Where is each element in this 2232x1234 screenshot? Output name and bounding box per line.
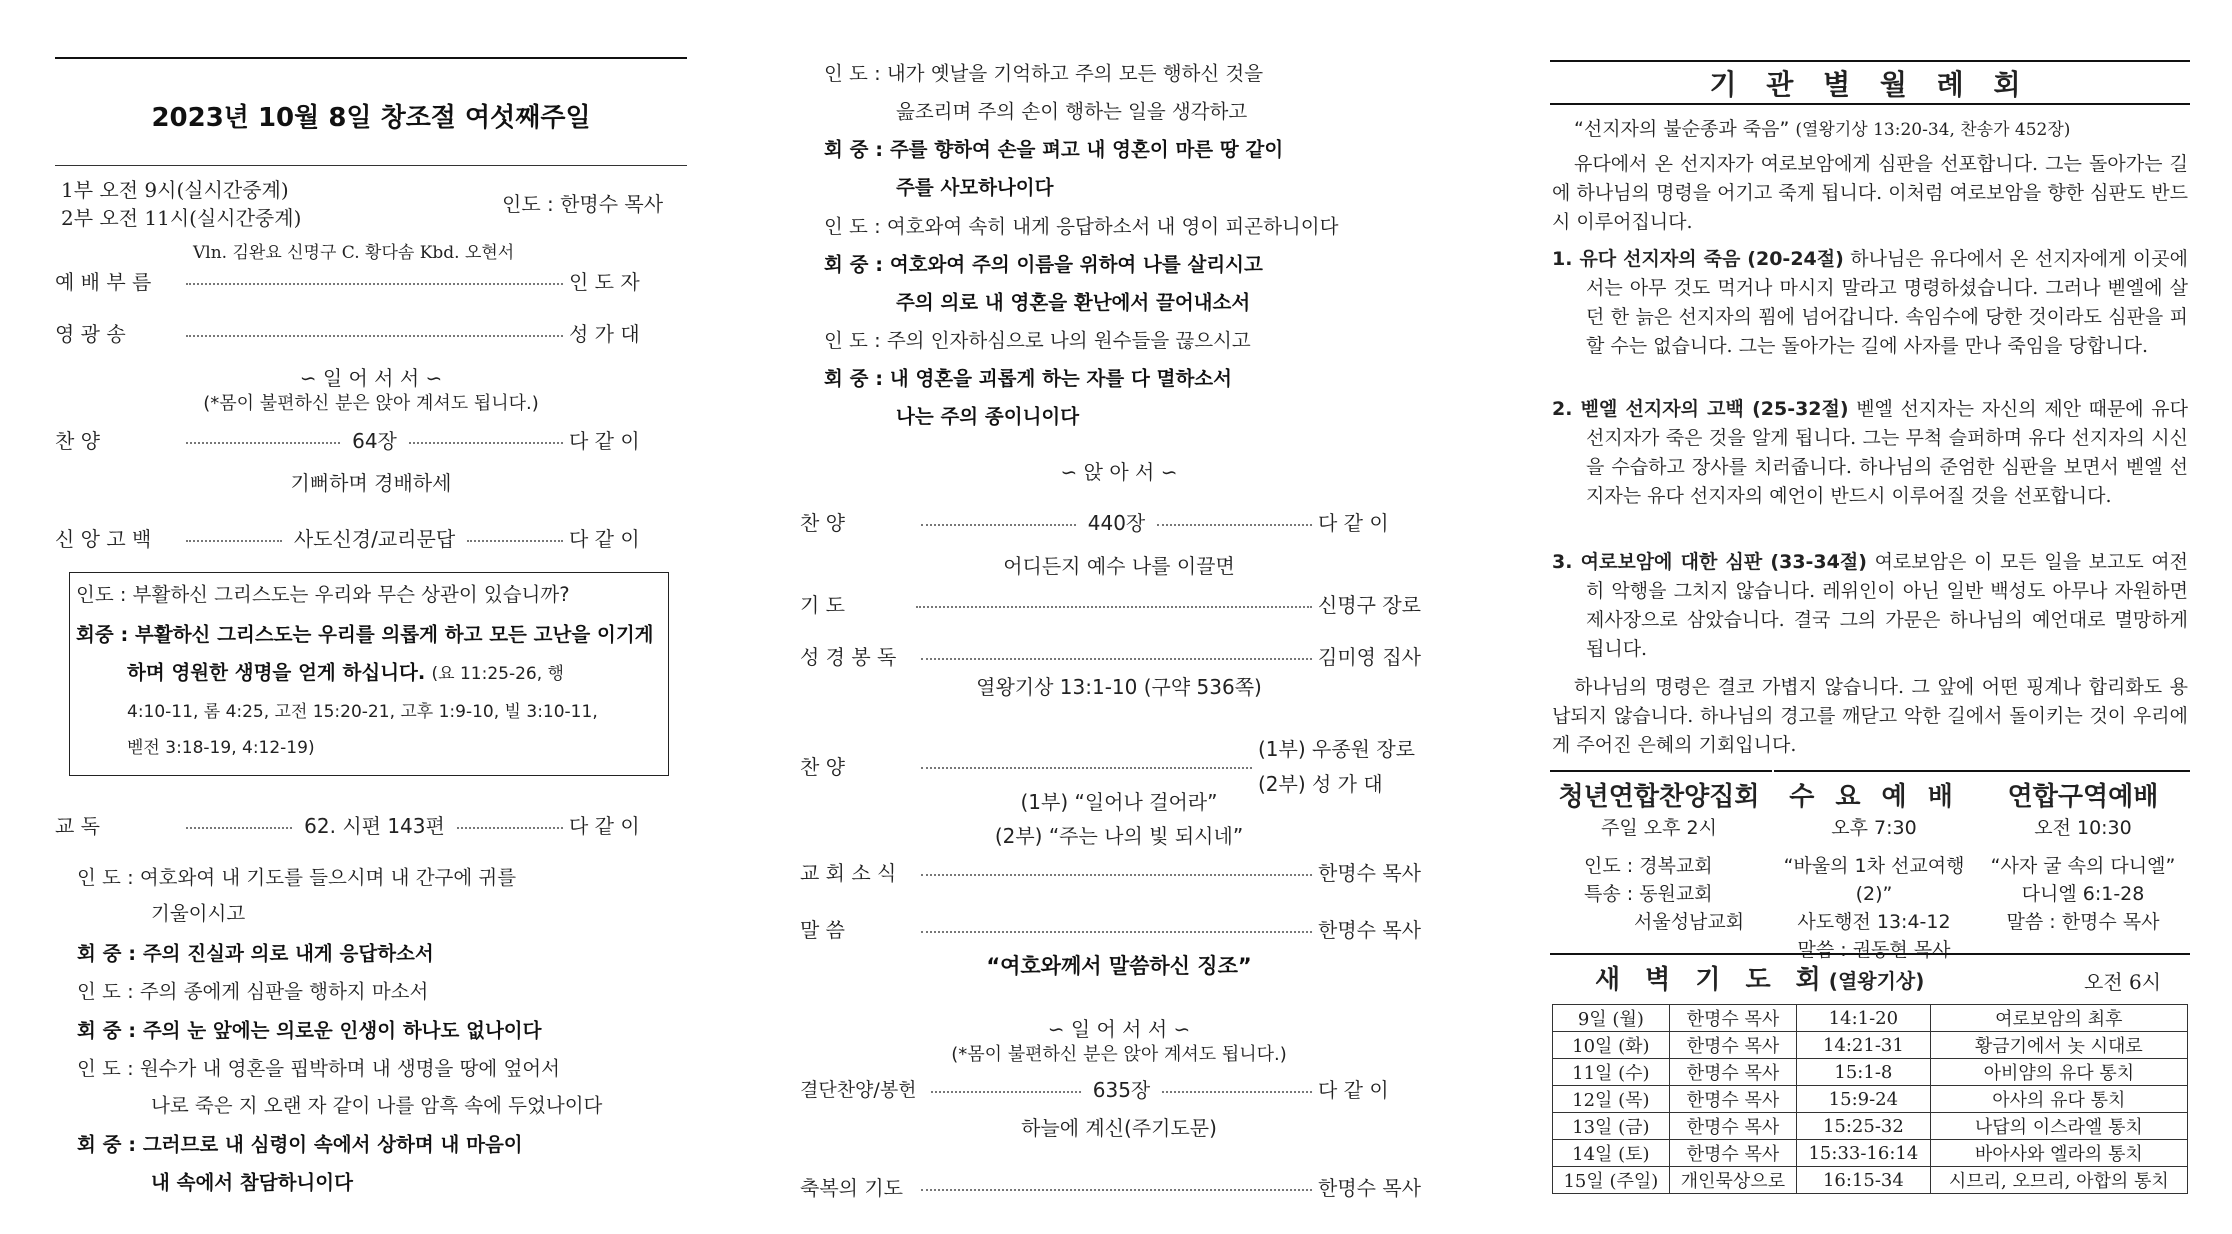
- item-person: 성 가 대: [569, 322, 640, 346]
- prayer-row: [800, 589, 1438, 618]
- schedule-passage: 14:1-20: [1797, 1005, 1931, 1032]
- event-line: 인도 : 경복교회: [1584, 855, 1713, 877]
- top-rule: [55, 57, 687, 59]
- schedule-leader: 한명수 목사: [1669, 1086, 1796, 1113]
- item-person: 한명수 목사: [1318, 1176, 1421, 1200]
- event-line: 특송 : 동원교회: [1584, 883, 1713, 905]
- schedule-topic: 나답의 이스라엘 통치: [1930, 1113, 2187, 1140]
- study-conclusion: 하나님의 명령은 결코 가볍지 않습니다. 그 앞에 어떤 핑계나 합리화도 용납되지 않습니다. 하나님의 경고를 깨닫고 악한 길에서 돌이키는 것이 우리에게 주어진 은혜의 기회입니다.: [1552, 676, 2188, 756]
- item-label: 결단찬양/봉헌: [800, 1079, 917, 1101]
- schedule-passage: 15:25-32: [1797, 1113, 1931, 1140]
- event-heading: 청년연합찬양집회: [1558, 782, 1760, 812]
- scripture-reference: 열왕기상 13:1-10 (구약 536쪽): [976, 675, 1262, 699]
- study-title: “선지자의 불순종과 죽음”: [1574, 118, 1790, 140]
- event-time: 오전 10:30: [2034, 817, 2132, 839]
- leader-dots: [921, 874, 1312, 876]
- schedule-date: 13일 (금): [1553, 1113, 1670, 1140]
- table-row: [1553, 1059, 2188, 1086]
- study-point-1: [1552, 245, 2188, 361]
- announcements-row: [800, 857, 1438, 886]
- benediction-row: [800, 1172, 1438, 1201]
- anthem-performer-1: (1부) 우종원 장로: [1258, 737, 1415, 761]
- schedule-passage: 14:21-31: [1797, 1032, 1931, 1059]
- leader-dots: [921, 1189, 1312, 1191]
- reading-leader-line: 기울이시고: [151, 902, 246, 925]
- schedule-topic: 바아사와 엘라의 통치: [1930, 1140, 2187, 1167]
- schedule-date: 9일 (월): [1553, 1005, 1670, 1032]
- item-person: 한명수 목사: [1318, 918, 1421, 942]
- reading-congregation-line: 나는 주의 종이니이다: [896, 405, 1080, 428]
- heading-rule-bottom: [1550, 103, 2190, 105]
- schedule-topic: 아비얌의 유다 통치: [1930, 1059, 2187, 1086]
- leader-dots: [931, 1091, 1081, 1093]
- event-line: 말씀 : 권동현 목사: [1797, 939, 1951, 961]
- hymn-row: [55, 425, 687, 454]
- leader-dots: [186, 827, 292, 829]
- leader-dots: [457, 827, 563, 829]
- event-line: 서울성남교회: [1634, 911, 1745, 933]
- schedule-passage: 15:1-8: [1797, 1059, 1931, 1086]
- leader-dots: [186, 540, 282, 542]
- reading-congregation-line: 회 중 : 여호와여 주의 이름을 위하여 나를 살리시고: [824, 253, 1263, 276]
- reading-congregation-line: 내 속에서 참담하니이다: [151, 1171, 353, 1194]
- leader-dots: [186, 283, 563, 285]
- event-time: 오후 7:30: [1831, 817, 1917, 839]
- youth-concert-box: [1550, 770, 1768, 935]
- reading-congregation-line: 회 중 : 내 영혼을 괴롭게 하는 자를 다 멸하소서: [824, 367, 1232, 390]
- schedule-date: 14일 (토): [1553, 1140, 1670, 1167]
- leader-dots: [921, 767, 1252, 769]
- catechism-ref-1: (요 11:25-26, 행: [431, 664, 564, 684]
- offering-hymn-title: 하늘에 계신(주기도문): [1021, 1116, 1217, 1140]
- dawn-prayer-time: 오전 6시: [2084, 970, 2162, 994]
- leader-dots: [916, 606, 1312, 608]
- creed-row: [55, 523, 687, 552]
- responsive-reading-row: [55, 810, 687, 839]
- table-row: [1553, 1032, 2188, 1059]
- monthly-meeting-heading: 기 관 별 월 례 회: [1709, 68, 2031, 101]
- leader: 인도 : 한명수 목사: [502, 192, 664, 216]
- hymn-title: 어디든지 예수 나를 이끌면: [1003, 554, 1235, 578]
- study-point-3: [1552, 548, 2188, 664]
- reading-congregation-line: 주의 의로 내 영혼을 환난에서 끌어내소서: [896, 291, 1251, 314]
- catechism-answer-2: 하며 영원한 생명을 얻게 하십니다.: [127, 661, 426, 684]
- dawn-book: (열왕기상): [1828, 969, 1925, 993]
- bulletin-title: 2023년 10월 8일 창조절 여섯째주일: [151, 103, 591, 133]
- study-reference: (열왕기상 13:20-34, 찬송가 452장): [1795, 120, 2071, 140]
- leader-dots: [921, 931, 1312, 933]
- event-line: 말씀 : 한명수 목사: [2006, 911, 2160, 933]
- service-time-1: 1부 오전 9시(실시간중계): [61, 178, 289, 202]
- item-label: 교 독: [55, 814, 100, 838]
- catechism-box: [69, 572, 669, 776]
- schedule-topic: 황금기에서 놋 시대로: [1930, 1032, 2187, 1059]
- schedule-date: 10일 (화): [1553, 1032, 1670, 1059]
- point-body: 하나님은 유다에서 온 선지자에게 이곳에서는 아무 것도 먹거나 마시지 말라고 명령하셨습니다. 그러나 벧엘에 살던 한 늙은 선지자의 꾐에 넘어갑니다. 속임수에 당한 것이라도 심판을 피할 수는 없습니다. 그는 돌아가는 길에 사자를 만나 죽임을 당합니다.: [1586, 248, 2188, 357]
- catechism-answer-1: 회중 : 부활하신 그리스도는 우리를 의롭게 하고 모든 고난을 이기게: [76, 623, 654, 646]
- schedule-leader: 한명수 목사: [1669, 1140, 1796, 1167]
- sermon-row: [800, 914, 1438, 943]
- offering-row: [800, 1074, 1438, 1103]
- schedule-leader: 한명수 목사: [1669, 1005, 1796, 1032]
- table-row: [1553, 1140, 2188, 1167]
- anthem-title-2: (2부) “주는 나의 빛 되시네”: [994, 824, 1244, 848]
- sit-instruction: ∽ 앉 아 서 ∽: [1060, 460, 1178, 484]
- stand-instruction: ∽ 일 어 서 서 ∽: [1047, 1017, 1191, 1041]
- dawn-heading-text: 새 벽 기 도 회: [1595, 965, 1829, 995]
- leader-dots: [467, 540, 563, 542]
- reading-leader-line: 인 도 : 주의 인자하심으로 나의 원수들을 끊으시고: [824, 329, 1251, 352]
- table-row: [1553, 1167, 2188, 1194]
- catechism-ref-3: 벧전 3:18-19, 4:12-19): [127, 738, 315, 758]
- item-person: 인 도 자: [569, 270, 640, 294]
- musicians: Vln. 김완요 신명구 C. 황다솜 Kbd. 오현서: [193, 243, 515, 263]
- catechism-question: 인도 : 부활하신 그리스도는 우리와 무슨 상관이 있습니까?: [76, 583, 570, 606]
- study-intro: 유다에서 온 선지자가 여로보암에게 심판을 선포합니다. 그는 돌아가는 길에 하나님의 명령을 어기고 죽게 됩니다. 이처럼 여로보암을 향한 심판도 반드시 이루어집니다.: [1552, 153, 2188, 233]
- item-person: 다 같 이: [569, 527, 640, 551]
- table-row: [1553, 1113, 2188, 1140]
- sermon-title: “여호와께서 말씀하신 징조”: [986, 954, 1252, 978]
- item-person: 다 같 이: [1318, 1078, 1389, 1102]
- item-label: 축복의 기도: [800, 1176, 903, 1200]
- item-label: 성 경 봉 독: [800, 645, 897, 669]
- responsive-text: 62. 시편 143편: [304, 814, 445, 838]
- reading-congregation-line: 회 중 : 주를 향하여 손을 펴고 내 영혼이 마른 땅 같이: [824, 138, 1284, 161]
- leader-dots: [409, 442, 563, 444]
- anthem-performer-2: (2부) 성 가 대: [1258, 772, 1383, 796]
- dawn-prayer-schedule: [1552, 1004, 2188, 1194]
- reading-congregation-line: 회 중 : 그러므로 내 심령이 속에서 상하며 내 마음이: [77, 1133, 523, 1156]
- catechism-ref-2: 4:10-11, 롬 4:25, 고전 15:20-21, 고후 1:9-10, 빌 3:10-11,: [127, 702, 598, 722]
- study-title-row: [1574, 114, 2070, 141]
- catechism-answer-2-row: [127, 657, 564, 685]
- schedule-date: 12일 (목): [1553, 1086, 1670, 1113]
- event-heading: 수 요 예 배: [1789, 782, 1959, 812]
- schedule-leader: 한명수 목사: [1669, 1059, 1796, 1086]
- service-time-2: 2부 오전 11시(실시간중계): [61, 206, 302, 230]
- event-line: 다니엘 6:1-28: [2021, 883, 2145, 905]
- item-label: 찬 양: [800, 754, 845, 779]
- schedule-leader: 한명수 목사: [1669, 1113, 1796, 1140]
- stand-note: (*몸이 불편하신 분은 앉아 계셔도 됩니다.): [203, 393, 539, 414]
- schedule-passage: 16:15-34: [1797, 1167, 1931, 1194]
- reading-leader-line: 인 도 : 주의 종에게 심판을 행하지 마소서: [77, 980, 429, 1003]
- leader-dots: [186, 335, 563, 337]
- table-row: [1553, 1005, 2188, 1032]
- item-person: 신명구 장로: [1318, 593, 1421, 617]
- hymn-title: 기뻐하며 경배하세: [290, 471, 452, 495]
- schedule-topic: 아사의 유다 통치: [1930, 1086, 2187, 1113]
- item-label: 예 배 부 름: [55, 270, 152, 294]
- leader-dots: [186, 442, 340, 444]
- anthem-title-1: (1부) “일어나 걸어라”: [1020, 790, 1218, 814]
- item-label: 찬 양: [55, 429, 100, 453]
- reading-leader-line: 인 도 : 여호와여 속히 내게 응답하소서 내 영이 피곤하니이다: [824, 215, 1339, 238]
- scripture-row: [800, 641, 1438, 670]
- event-time: 주일 오후 2시: [1601, 817, 1717, 839]
- item-person: 다 같 이: [569, 814, 640, 838]
- hymn-row: [800, 507, 1438, 536]
- reading-congregation-line: 회 중 : 주의 눈 앞에는 의로운 인생이 하나도 없나이다: [77, 1019, 542, 1042]
- hymn-number: 635장: [1092, 1078, 1151, 1102]
- event-line: 사도행전 13:4-12: [1797, 911, 1951, 933]
- stand-note: (*몸이 불편하신 분은 앉아 계셔도 됩니다.): [951, 1044, 1287, 1065]
- gloria-row: [55, 318, 687, 347]
- study-point-2: [1552, 395, 2188, 511]
- wednesday-service-box: [1772, 770, 1974, 961]
- joint-district-worship-box: [1976, 770, 2190, 935]
- reading-leader-line: 읊조리며 주의 손이 행하는 일을 생각하고: [896, 100, 1248, 123]
- schedule-passage: 15:33-16:14: [1797, 1140, 1931, 1167]
- event-heading: 연합구역예배: [2007, 782, 2159, 812]
- item-person: 다 같 이: [1318, 511, 1389, 535]
- dawn-prayer-heading: [1595, 959, 1924, 996]
- point-body: 벧엘 선지자는 자신의 제안 때문에 유다 선지자가 죽은 것을 알게 됩니다. 그는 무척 슬퍼하며 유다 선지자의 시신을 수습하고 장사를 치러줍니다. 하나님의 준엄한 심판을 보면서 벧엘 선지자는 유다 선지자의 예언이 반드시 이루어질 것을 선포합니다.: [1586, 398, 2188, 507]
- item-label: 찬 양: [800, 511, 845, 535]
- event-line: “바울의 1차 선교여행(2)”: [1783, 855, 1965, 905]
- item-label: 기 도: [800, 593, 845, 617]
- item-label: 교 회 소 식: [800, 861, 897, 885]
- schedule-date: 11일 (수): [1553, 1059, 1670, 1086]
- leader-dots: [921, 658, 1312, 660]
- item-label: 영 광 송: [55, 322, 126, 346]
- dawn-rule-top: [1550, 953, 2190, 955]
- hymn-number: 64장: [352, 429, 397, 453]
- schedule-passage: 15:9-24: [1797, 1086, 1931, 1113]
- item-person: 김미영 집사: [1318, 645, 1421, 669]
- point-body: 여로보암은 이 모든 일을 보고도 여전히 악행을 그치지 않습니다. 레위인이 아닌 일반 백성도 아무나 자원하면 제사장으로 삼았습니다. 결국 그의 가문은 하나님의 예언대로 멸망하게 됩니다.: [1586, 551, 2189, 660]
- hymn-number: 440장: [1087, 511, 1146, 535]
- point-heading: 2. 벧엘 선지자의 고백 (25-32절): [1552, 398, 1849, 420]
- reading-leader-line: 인 도 : 원수가 내 영혼을 핍박하며 내 생명을 땅에 엎어서: [77, 1057, 560, 1080]
- reading-congregation-line: 회 중 : 주의 진실과 의로 내게 응답하소서: [77, 942, 434, 965]
- leader-dots: [1157, 524, 1312, 526]
- item-label: 신 앙 고 백: [55, 527, 152, 551]
- reading-leader-line: 인 도 : 여호와여 내 기도를 들으시며 내 간구에 귀를: [77, 866, 517, 889]
- title-rule: [55, 165, 687, 166]
- reading-leader-line: 나로 죽은 지 오랜 자 같이 나를 암흑 속에 두었나이다: [151, 1094, 603, 1117]
- leader-dots: [921, 524, 1076, 526]
- reading-congregation-line: 주를 사모하나이다: [896, 176, 1054, 199]
- point-heading: 1. 유다 선지자의 죽음 (20-24절): [1552, 248, 1844, 270]
- schedule-leader: 개인묵상으로: [1669, 1167, 1796, 1194]
- schedule-date: 15일 (주일): [1553, 1167, 1670, 1194]
- call-to-worship-row: [55, 266, 687, 295]
- creed-text: 사도신경/교리문답: [293, 527, 456, 551]
- schedule-topic: 시므리, 오므리, 아합의 통치: [1930, 1167, 2187, 1194]
- reading-leader-line: 인 도 : 내가 옛날을 기억하고 주의 모든 행하신 것을: [824, 62, 1264, 85]
- leader-dots: [1162, 1091, 1312, 1093]
- table-row: [1553, 1086, 2188, 1113]
- event-line: “사자 굴 속의 다니엘”: [1990, 855, 2176, 877]
- schedule-leader: 한명수 목사: [1669, 1032, 1796, 1059]
- heading-rule-top: [1550, 60, 2190, 62]
- point-heading: 3. 여로보암에 대한 심판 (33-34절): [1552, 551, 1867, 573]
- item-person: 다 같 이: [569, 429, 640, 453]
- schedule-topic: 여로보암의 최후: [1930, 1005, 2187, 1032]
- item-label: 말 씀: [800, 918, 845, 942]
- stand-instruction: ∽ 일 어 서 서 ∽: [299, 366, 443, 390]
- item-person: 한명수 목사: [1318, 861, 1421, 885]
